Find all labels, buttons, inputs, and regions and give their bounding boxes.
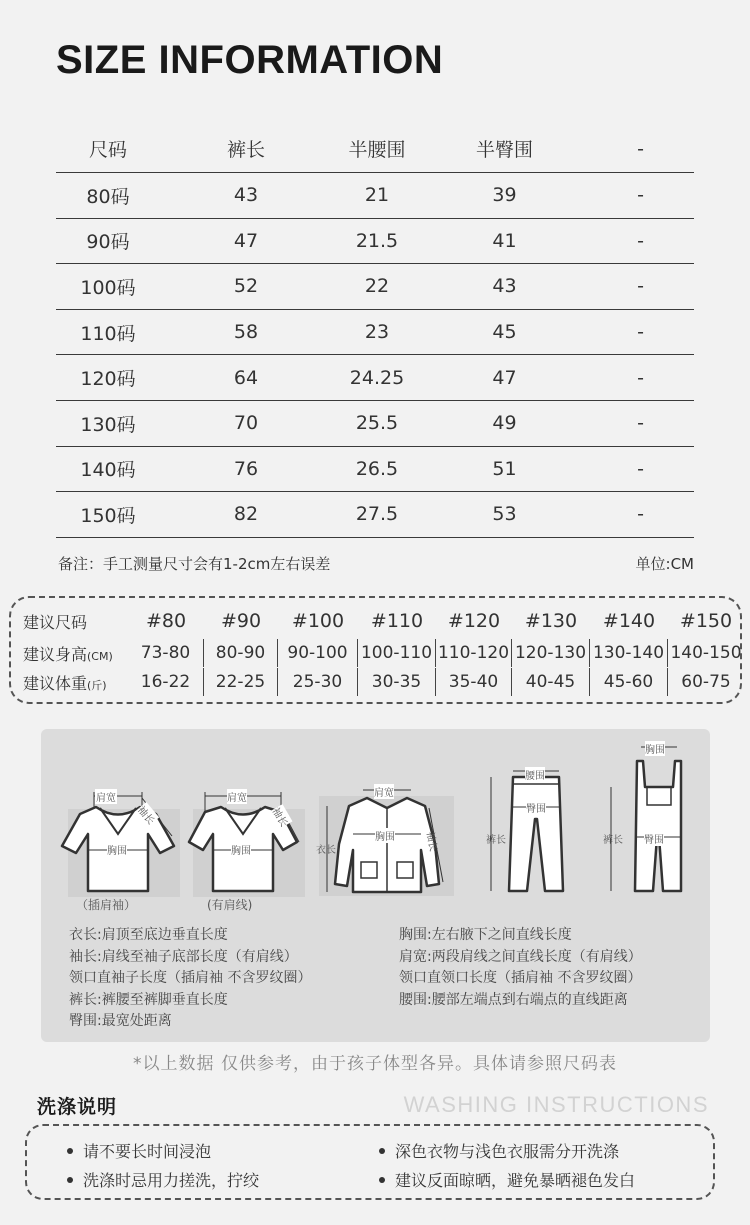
table-row: [56, 310, 694, 356]
recommended-height-value: 120-130: [512, 639, 590, 667]
definitions-right: [399, 925, 642, 1011]
jacket-sleeve-label: 袖长: [423, 831, 439, 853]
definition-item: 领口直袖子长度（插肩袖 不含罗纹圈）: [69, 970, 312, 987]
table-cell: 21.5: [355, 229, 399, 252]
definition-item: 胸围:左右腋下之间直线长度: [399, 927, 572, 943]
table-cell: -: [637, 412, 644, 435]
raglan-caption: （插肩袖）: [76, 898, 137, 912]
table-cell: -: [637, 366, 644, 389]
table-cell: 100码: [80, 276, 136, 299]
recommended-height-value: 140-150: [670, 643, 742, 663]
table-cell: 26.5: [355, 457, 399, 480]
height-unit: (CM): [87, 649, 113, 663]
washing-item-text: 洗涤时忌用力搓洗，拧绞: [83, 1171, 260, 1190]
bullet-icon: [379, 1148, 385, 1154]
table-cell: 52: [233, 275, 259, 298]
recommended-size-value: #80: [145, 610, 187, 632]
washing-item: [379, 1139, 619, 1162]
washing-title-en: WASHING INSTRUCTIONS: [403, 1092, 709, 1117]
table-cell: 51: [492, 457, 517, 480]
shirt2-sleeve-label: 袖长: [270, 804, 293, 829]
washing-item-text: 请不要长时间浸泡: [83, 1142, 212, 1161]
recommended-size-value: #130: [524, 610, 578, 632]
table-cell: 90码: [86, 231, 130, 254]
washing-instructions-box: [25, 1124, 715, 1200]
table-cell: 23: [364, 321, 390, 344]
header-cell: 裤长: [226, 139, 265, 161]
definition-item: 领口直领口长度（插肩袖 不含罗纹圈）: [399, 970, 642, 987]
table-cell: 76: [233, 457, 259, 480]
table-cell: 53: [492, 503, 517, 526]
pants-hip-label: 臀围: [526, 800, 546, 815]
recommended-height-value: 130-140: [590, 639, 668, 667]
table-row: [56, 219, 694, 265]
table-cell: 58: [233, 321, 259, 344]
jacket-chest-label: 胸围: [375, 828, 395, 843]
table-cell: 21: [364, 184, 390, 207]
table-row: [56, 492, 694, 538]
definitions-left: [69, 925, 311, 1033]
bullet-icon: [379, 1177, 385, 1183]
recommended-size-value: #90: [220, 610, 262, 632]
overalls-chest-label: 胸围: [645, 741, 665, 756]
shoulder-seam-caption: (有肩线): [207, 898, 253, 912]
table-header-row: [56, 125, 694, 173]
table-cell: 120码: [80, 368, 136, 391]
bullet-icon: [67, 1177, 73, 1183]
table-cell: 130码: [80, 413, 136, 436]
header-cell: 半臀围: [475, 139, 533, 161]
recommended-size-label: 建议尺码: [23, 612, 88, 632]
table-cell: 45: [492, 321, 517, 344]
overalls-length-label: 裤长: [603, 835, 623, 846]
recommended-weight-value: 40-45: [512, 668, 590, 696]
table-cell: 80码: [86, 185, 130, 208]
recommended-weight-value: 30-35: [358, 668, 436, 696]
measurement-diagram-panel: [41, 729, 710, 1042]
washing-item: [67, 1139, 211, 1162]
table-cell: -: [637, 184, 644, 207]
washing-title: 洗涤说明: [37, 1096, 118, 1118]
definition-item: 臀围:最宽处距离: [69, 1013, 172, 1030]
table-cell: 47: [233, 229, 259, 252]
table-cell: 22: [364, 275, 390, 298]
recommendation-box: [9, 596, 742, 704]
recommended-weight-value: 22-25: [204, 668, 278, 696]
weight-unit: (斤): [87, 678, 107, 692]
jacket-length-label: 衣长: [316, 845, 336, 856]
bullet-icon: [67, 1148, 73, 1154]
jacket-shoulder-label: 肩宽: [374, 784, 394, 799]
recommended-height-row: [11, 639, 744, 667]
table-row: [56, 447, 694, 493]
recommended-height-label: [11, 642, 128, 665]
overalls-figure: [601, 741, 701, 897]
header-cell: 尺码: [88, 139, 127, 161]
recommended-size-value: #140: [602, 610, 656, 632]
table-cell: 70: [233, 412, 259, 435]
height-label-text: 建议身高: [23, 644, 88, 664]
disclaimer: *以上数据 仅供参考，由于孩子体型各异。具体请参照尺码表: [133, 1054, 617, 1074]
table-row: [56, 401, 694, 447]
table-cell: 41: [492, 229, 517, 252]
table-cell: 150码: [80, 504, 136, 527]
table-cell: 49: [492, 412, 517, 435]
table-cell: 140码: [80, 459, 136, 482]
washing-item: [379, 1168, 635, 1191]
definition-item: 肩宽:两段肩线之间直线长度（有肩线）: [399, 948, 642, 965]
recommended-height-value: 100-110: [358, 639, 436, 667]
table-cell: 82: [233, 503, 259, 526]
washing-item: [67, 1168, 259, 1191]
table-cell: -: [637, 229, 644, 252]
header-cell: -: [637, 137, 644, 160]
recommended-height-value: 73-80: [128, 639, 204, 667]
table-cell: 24.25: [349, 366, 405, 389]
recommended-size-value: #100: [291, 610, 345, 632]
unit-label: 单位:CM: [635, 555, 694, 573]
washing-item-text: 建议反面晾晒，避免暴晒褪色发白: [395, 1171, 636, 1190]
table-row: [56, 355, 694, 401]
recommended-weight-label: [11, 671, 128, 694]
table-cell: 43: [492, 275, 517, 298]
washing-item-text: 深色衣物与浅色衣服需分开洗涤: [395, 1142, 620, 1161]
table-row: [56, 264, 694, 310]
table-cell: 27.5: [355, 503, 399, 526]
table-cell: 25.5: [355, 412, 399, 435]
table-cell: -: [637, 321, 644, 344]
recommended-weight-value: 35-40: [436, 668, 512, 696]
definition-item: 衣长:肩顶至底边垂直长度: [69, 927, 228, 943]
recommended-size-value: #110: [370, 610, 424, 632]
definition-item: 腰围:腰部左端点到右端点的直线距离: [399, 991, 628, 1008]
recommended-weight-value: 16-22: [128, 668, 204, 696]
shirt1-shoulder-label: 肩宽: [95, 789, 117, 804]
shirt1-sleeve-label: 袖长: [135, 802, 159, 827]
table-cell: -: [637, 457, 644, 480]
pants-length-label: 裤长: [486, 835, 506, 846]
table-cell: -: [637, 503, 644, 526]
measurement-note: 备注：手工测量尺寸会有1-2cm左右误差: [58, 555, 331, 573]
table-cell: 43: [233, 184, 259, 207]
recommended-height-value: 80-90: [204, 639, 278, 667]
pants-waist-label: 腰围: [525, 767, 545, 782]
shirt2-chest-label: 胸围: [231, 842, 251, 857]
overalls-hip-label: 臀围: [644, 831, 664, 846]
table-cell: 47: [492, 366, 517, 389]
recommended-weight-value: 25-30: [278, 668, 358, 696]
recommended-height-value: 90-100: [278, 639, 358, 667]
header-cell: 半腰围: [348, 139, 406, 161]
size-table: [56, 125, 694, 538]
recommended-weight-row: [11, 668, 744, 696]
table-cell: -: [637, 275, 644, 298]
page-title: SIZE INFORMATION: [56, 38, 444, 82]
table-cell: 39: [492, 184, 517, 207]
table-cell: 64: [233, 366, 259, 389]
shirt2-shoulder-label: 肩宽: [227, 789, 247, 804]
table-row: [56, 173, 694, 219]
recommended-size-row: [11, 608, 744, 634]
recommended-size-value: #150: [679, 610, 733, 632]
table-cell: 110码: [80, 322, 136, 345]
weight-label-text: 建议体重: [23, 673, 88, 693]
definition-item: 裤长:裤腰至裤脚垂直长度: [69, 991, 228, 1008]
recommended-size-value: #120: [447, 610, 501, 632]
recommended-weight-value: 45-60: [590, 668, 668, 696]
recommended-height-value: 110-120: [436, 639, 512, 667]
shirt1-chest-label: 胸围: [107, 842, 127, 857]
recommended-weight-value: 60-75: [681, 672, 731, 692]
definition-item: 袖长:肩线至袖子底部长度（有肩线）: [69, 948, 298, 965]
